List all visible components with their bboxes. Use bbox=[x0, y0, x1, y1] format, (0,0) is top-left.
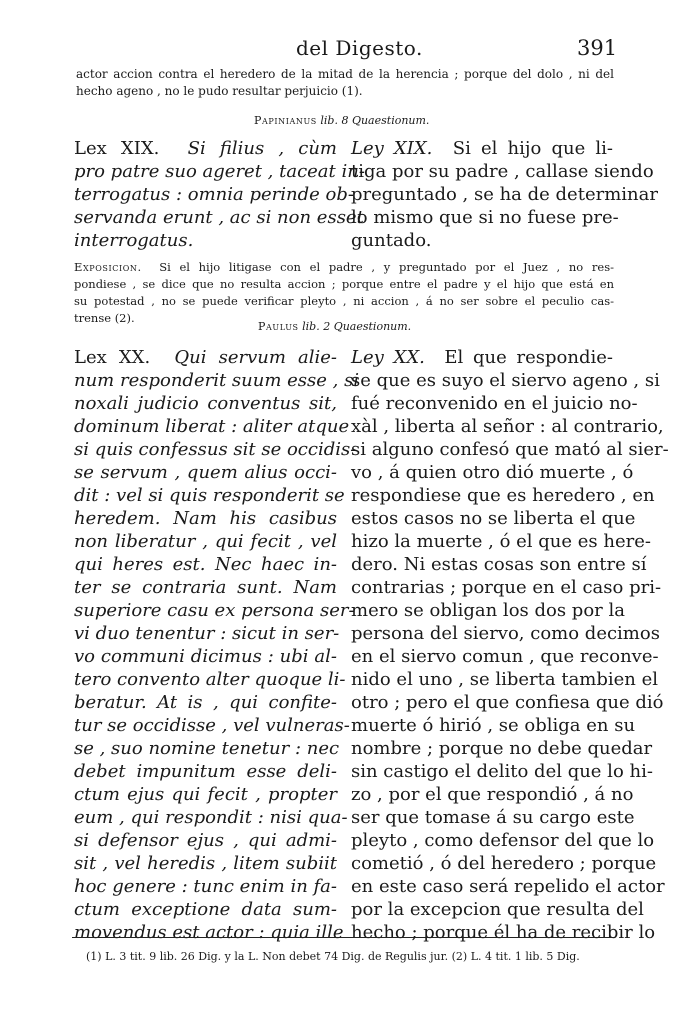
text-line: tiga por su padre , callase siendo bbox=[351, 161, 654, 182]
text-line: superiore casu ex persona ser- bbox=[74, 600, 355, 621]
text-line: servanda erunt , ac si non esset bbox=[74, 207, 364, 228]
text-line: fué reconvenido en el juicio no- bbox=[351, 393, 638, 414]
text-line: vo , á quien otro dió muerte , ó bbox=[351, 462, 634, 483]
text-line: tur se occidisse , vel vulneras- bbox=[74, 715, 350, 736]
text-line: eum , qui respondit : nisi qua- bbox=[74, 807, 348, 828]
spanish-text-ley19 bbox=[351, 137, 658, 252]
text-line: ser que tomase á su cargo este bbox=[351, 807, 635, 828]
text-line: xàl , liberta al señor : al contrario, bbox=[351, 416, 664, 437]
law-number: Ley XIX. bbox=[351, 138, 433, 159]
text-line: pro patre suo ageret , taceat in- bbox=[74, 161, 365, 182]
source-reference: lib. 2 Quaestionum. bbox=[302, 320, 412, 333]
text-line: vo communi dicimus : ubi al- bbox=[74, 646, 337, 667]
text-line: non liberatur , qui fecit , vel bbox=[74, 531, 337, 552]
text-line: se , suo nomine tenetur : nec bbox=[74, 738, 340, 759]
source-author: Paulus bbox=[258, 320, 299, 333]
text-line: en este caso será repelido el actor bbox=[351, 876, 665, 897]
exposicion-paragraph bbox=[74, 259, 614, 327]
text-line: contrarias ; porque en el caso pri- bbox=[351, 577, 662, 598]
text-line: trense (2). bbox=[74, 311, 135, 325]
text-line: terrogatus : omnia perinde ob- bbox=[74, 184, 354, 205]
text-line: se servum , quem alius occi- bbox=[74, 462, 337, 483]
latin-text-lex19 bbox=[74, 137, 365, 252]
text-line: Si filius , cùm bbox=[187, 138, 337, 159]
text-line: zo , por el que respondió , á no bbox=[351, 784, 634, 805]
text-line: estos casos no se liberta el que bbox=[351, 508, 636, 529]
text-line: movendus est actor : quia ille bbox=[74, 922, 344, 943]
text-line: El que respondie- bbox=[444, 347, 613, 368]
text-line: hecho ; porque él ha de recibir lo bbox=[351, 922, 656, 943]
text-line: si alguno confesó que mató al sier- bbox=[351, 439, 669, 460]
text-line: dit : vel si quis responderit se bbox=[74, 485, 345, 506]
text-line: lo mismo que si no fuese pre- bbox=[351, 207, 619, 228]
text-line: dero. Ni estas cosas son entre sí bbox=[351, 554, 647, 575]
text-line: hoc genere : tunc enim in fa- bbox=[74, 876, 337, 897]
text-line: interrogatus. bbox=[74, 230, 194, 251]
text-line: num responderit suum esse , si bbox=[74, 370, 360, 391]
text-line: tero convento alter quoque li- bbox=[74, 669, 346, 690]
text-line: su potestad , no se puede verificar pleyto , ni accion , á no ser sobre el peculio cas- bbox=[74, 294, 614, 308]
text-line: guntado. bbox=[351, 230, 432, 251]
text-line: otro ; pero el que confiesa que dió bbox=[351, 692, 664, 713]
law-number: Ley XX. bbox=[351, 347, 425, 368]
footnotes: (1) L. 3 tit. 9 lib. 26 Dig. y la L. Non debet 74 Dig. de Regulis jur. (2) L. 4 tit. 1 lib. 5 Dig. bbox=[86, 950, 580, 963]
text-line: preguntado , se ha de determinar bbox=[351, 184, 658, 205]
text-line: ter se contraria sunt. Nam bbox=[74, 577, 337, 598]
footnote-rule bbox=[72, 937, 614, 938]
text-line: nombre ; porque no debe quedar bbox=[351, 738, 653, 759]
text-line: debet impunitum esse deli- bbox=[74, 761, 337, 782]
text-line: dominum liberat : aliter atque bbox=[74, 416, 350, 437]
law-number: Lex XX. bbox=[74, 347, 151, 368]
law-number: Lex XIX. bbox=[74, 138, 160, 159]
exposicion-label: Exposicion. bbox=[74, 260, 142, 274]
text-line: qui heres est. Nec haec in- bbox=[74, 554, 337, 575]
text-line: pondiese , se dice que no resulta accion ; porque entre el padre y el hijo que está en bbox=[74, 277, 614, 291]
text-line: vi duo tenentur : sicut in ser- bbox=[74, 623, 340, 644]
source-citation-lex20 bbox=[258, 320, 411, 333]
latin-text-lex20 bbox=[74, 346, 360, 944]
page-number: 391 bbox=[577, 36, 618, 60]
text-line: nido el uno , se liberta tambien el bbox=[351, 669, 659, 690]
text-line: por la excepcion que resulta del bbox=[351, 899, 644, 920]
running-header-title: del Digesto. bbox=[296, 36, 423, 60]
text-line: ctum exceptione data sum- bbox=[74, 899, 337, 920]
text-line: heredem. Nam his casibus bbox=[74, 508, 337, 529]
text-line: Si el hijo litigase con el padre , y preguntado por el Juez , no res- bbox=[159, 260, 615, 274]
source-author: Papinianus bbox=[254, 114, 317, 127]
spanish-text-ley20 bbox=[351, 346, 669, 944]
text-line: mero se obligan los dos por la bbox=[351, 600, 625, 621]
text-line: sin castigo el delito del que lo hi- bbox=[351, 761, 653, 782]
text-line: Si el hijo que li- bbox=[452, 138, 613, 159]
continuation-paragraph: actor accion contra el heredero de la mitad de la herencia ; porque del dolo , ni del hecho ageno , no le pudo resultar perjuicio (1). bbox=[76, 67, 614, 98]
text-line: si quis confessus sit se occidis- bbox=[74, 439, 357, 460]
text-line: ctum ejus qui fecit , propter bbox=[74, 784, 337, 805]
text-line: cometió , ó del heredero ; porque bbox=[351, 853, 657, 874]
text-line: persona del siervo, como decimos bbox=[351, 623, 660, 644]
source-reference: lib. 8 Quaestionum. bbox=[320, 114, 430, 127]
text-line: muerte ó hirió , se obliga en su bbox=[351, 715, 636, 736]
text-line: beratur. At is , qui confite- bbox=[74, 692, 337, 713]
text-line: respondiese que es heredero , en bbox=[351, 485, 655, 506]
text-line: noxali judicio conventus sit, bbox=[74, 393, 337, 414]
text-line: pleyto , como defensor del que lo bbox=[351, 830, 655, 851]
text-line: Qui servum alie- bbox=[174, 347, 337, 368]
text-line: hizo la muerte , ó el que es here- bbox=[351, 531, 651, 552]
text-line: si defensor ejus , qui admi- bbox=[74, 830, 337, 851]
text-line: en el siervo comun , que reconve- bbox=[351, 646, 659, 667]
text-line: se que es suyo el siervo ageno , si bbox=[351, 370, 660, 391]
source-citation-lex19 bbox=[254, 114, 429, 127]
text-line: sit , vel heredis , litem subiit bbox=[74, 853, 337, 874]
